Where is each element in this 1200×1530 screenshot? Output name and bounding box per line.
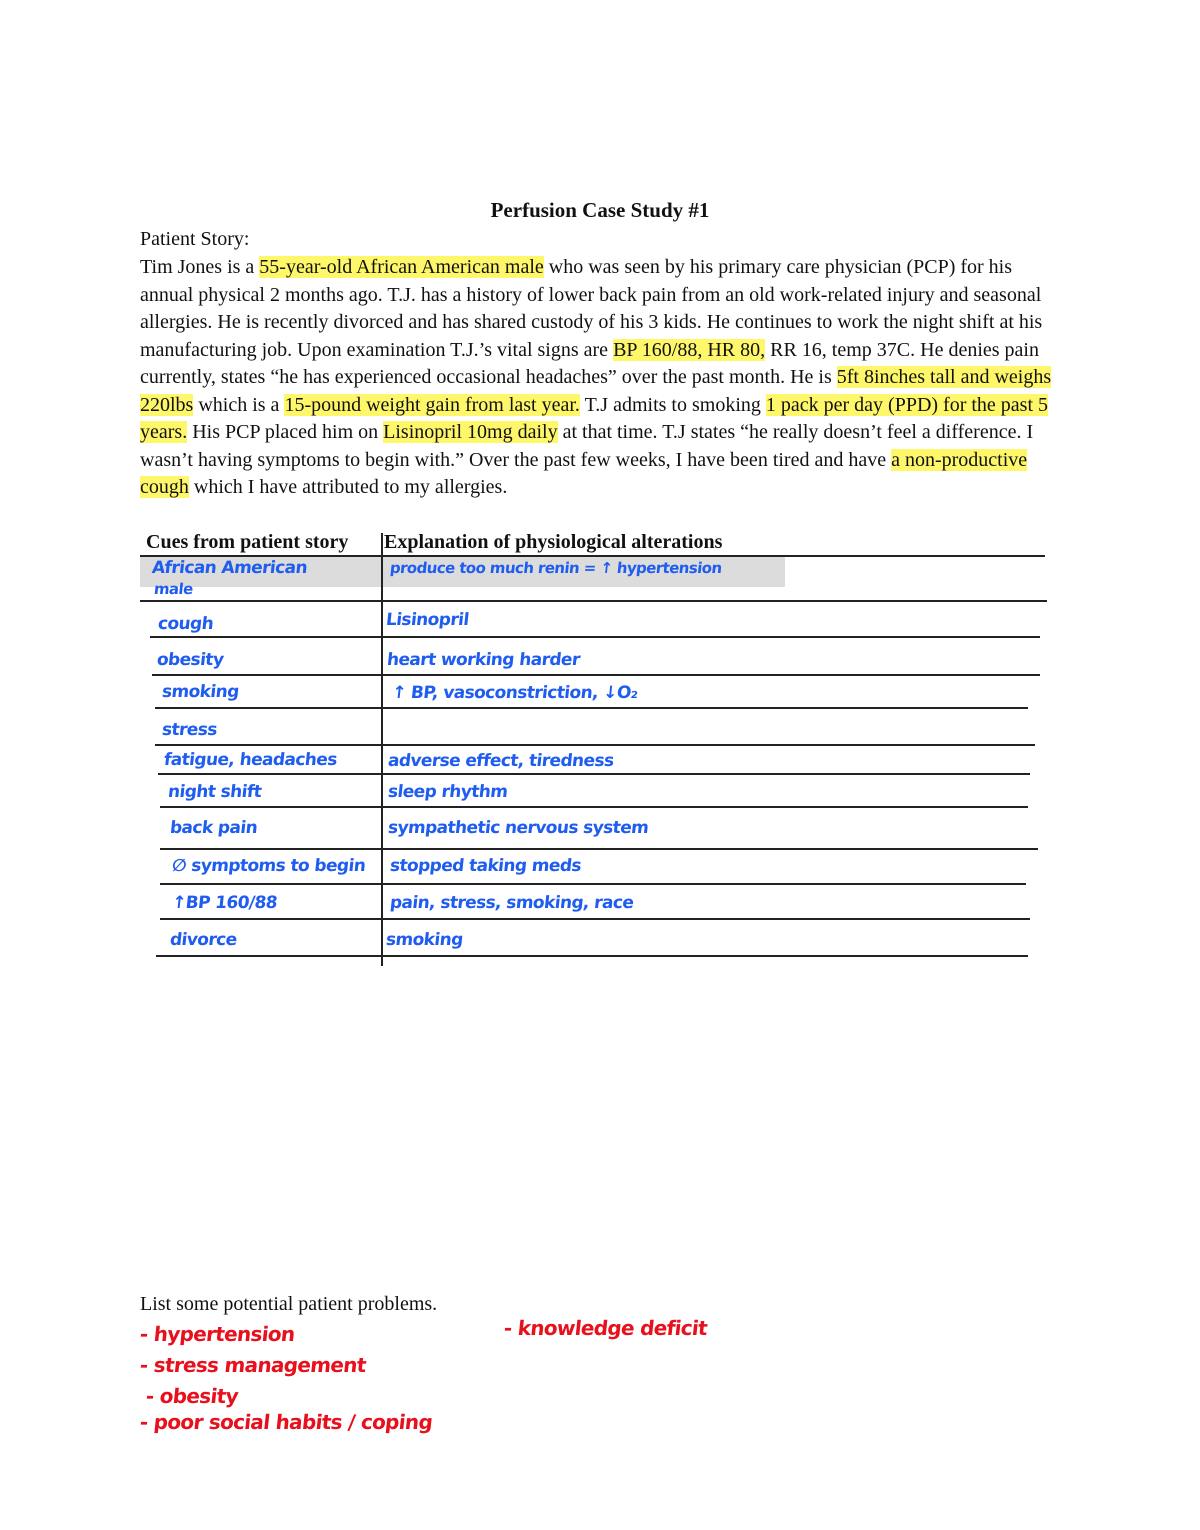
table-rule (156, 955, 1028, 957)
highlight-cough: a non-productive cough (140, 448, 1028, 498)
table-rule (160, 806, 1028, 808)
story-text: which is a (193, 393, 285, 416)
cue-cell: stress (160, 720, 218, 740)
highlight-vitals: BP 160/88, HR 80, (613, 338, 766, 361)
story-heading: Patient Story: (140, 228, 250, 250)
story-text: Tim Jones is a (140, 256, 260, 278)
highlight-height-weight: 5ft 8inches tall and weighs 220lbs (140, 366, 1052, 416)
problems-heading: List some potential patient problems. (140, 1293, 438, 1315)
patient-story (140, 254, 1060, 502)
cue-cell: fatigue, headaches (162, 750, 338, 770)
cue-cell: cough (156, 614, 215, 634)
explanation-cell: heart working harder (385, 650, 581, 670)
explanation-cell: sleep rhythm (386, 782, 509, 802)
story-text: which I have attributed to my allergies. (188, 476, 508, 498)
table-rule (152, 674, 1040, 676)
cue-cell: ∅ symptoms to begin (170, 856, 367, 876)
problem-item: - obesity (144, 1384, 240, 1408)
problem-item: - hypertension (138, 1322, 296, 1346)
cue-cell: male (153, 580, 194, 598)
table-header-explanation: Explanation of physiological alterations (384, 531, 723, 553)
table-column-divider (381, 533, 383, 966)
table-rule (150, 636, 1040, 638)
explanation-cell: pain, stress, smoking, race (388, 893, 635, 913)
highlight-medication: Lisinopril 10mg daily (383, 421, 558, 443)
explanation-cell: smoking (384, 930, 464, 950)
problem-item: - knowledge deficit (502, 1316, 709, 1340)
table-header-row (140, 530, 1045, 556)
table-rule (140, 555, 1045, 557)
highlight-weight-gain: 15-pound weight gain from last year. (284, 393, 580, 416)
highlight-demographics: 55-year-old African American male (259, 256, 544, 278)
problem-item: - stress management (138, 1353, 368, 1377)
cue-cell: back pain (168, 818, 259, 838)
cue-cell: divorce (168, 930, 238, 950)
explanation-cell: sympathetic nervous system (386, 818, 650, 838)
cue-cell: African American (150, 558, 309, 578)
story-text: RR 16, temp 37C. He denies pain currently, states “he has experienced occasional headaches” over the past month. He is (140, 338, 1039, 388)
explanation-cell: ↑ BP, vasoconstriction, ↓O₂ (390, 683, 639, 703)
cue-cell: night shift (166, 782, 263, 802)
story-text: who was seen by his primary care physician (PCP) for his annual physical 2 months ago. T.J. has a history of lower back pain from an old work-related injury and seasonal allergies. He is recently divorced and has shared custody of his 3 kids. He continues to work the night shift at his manufacturing job. Upon examination T.J.’s vital signs are (140, 256, 1043, 361)
explanation-cell: stopped taking meds (388, 856, 582, 876)
story-text: His PCP placed him on (187, 421, 384, 443)
table-rule (155, 744, 1035, 746)
cue-cell: ↑BP 160/88 (170, 893, 278, 913)
table-rule (158, 773, 1030, 775)
cue-cell: obesity (155, 650, 225, 670)
explanation-cell: Lisinopril (384, 610, 470, 630)
table-rule (140, 600, 1047, 602)
explanation-cell: adverse effect, tiredness (386, 751, 615, 771)
table-header-cues: Cues from patient story (146, 531, 349, 553)
story-text: at that time. T.J states “he really doesn’t feel a difference. I wasn’t having symptoms to begin with.” Over the past few weeks, I have been tired and have (140, 421, 1034, 471)
story-text: T.J admits to smoking (579, 393, 766, 416)
table-rule (160, 883, 1026, 885)
page-title: Perfusion Case Study #1 (490, 198, 710, 222)
table-rule (155, 707, 1028, 709)
problem-item: - poor social habits / coping (138, 1410, 434, 1434)
cue-cell: smoking (160, 682, 240, 702)
table-rule (160, 918, 1030, 920)
explanation-cell: produce too much renin = ↑ hypertension (389, 559, 723, 577)
highlight-smoking: 1 pack per day (PPD) for the past 5 years. (140, 393, 1049, 443)
table-rule (160, 848, 1038, 850)
